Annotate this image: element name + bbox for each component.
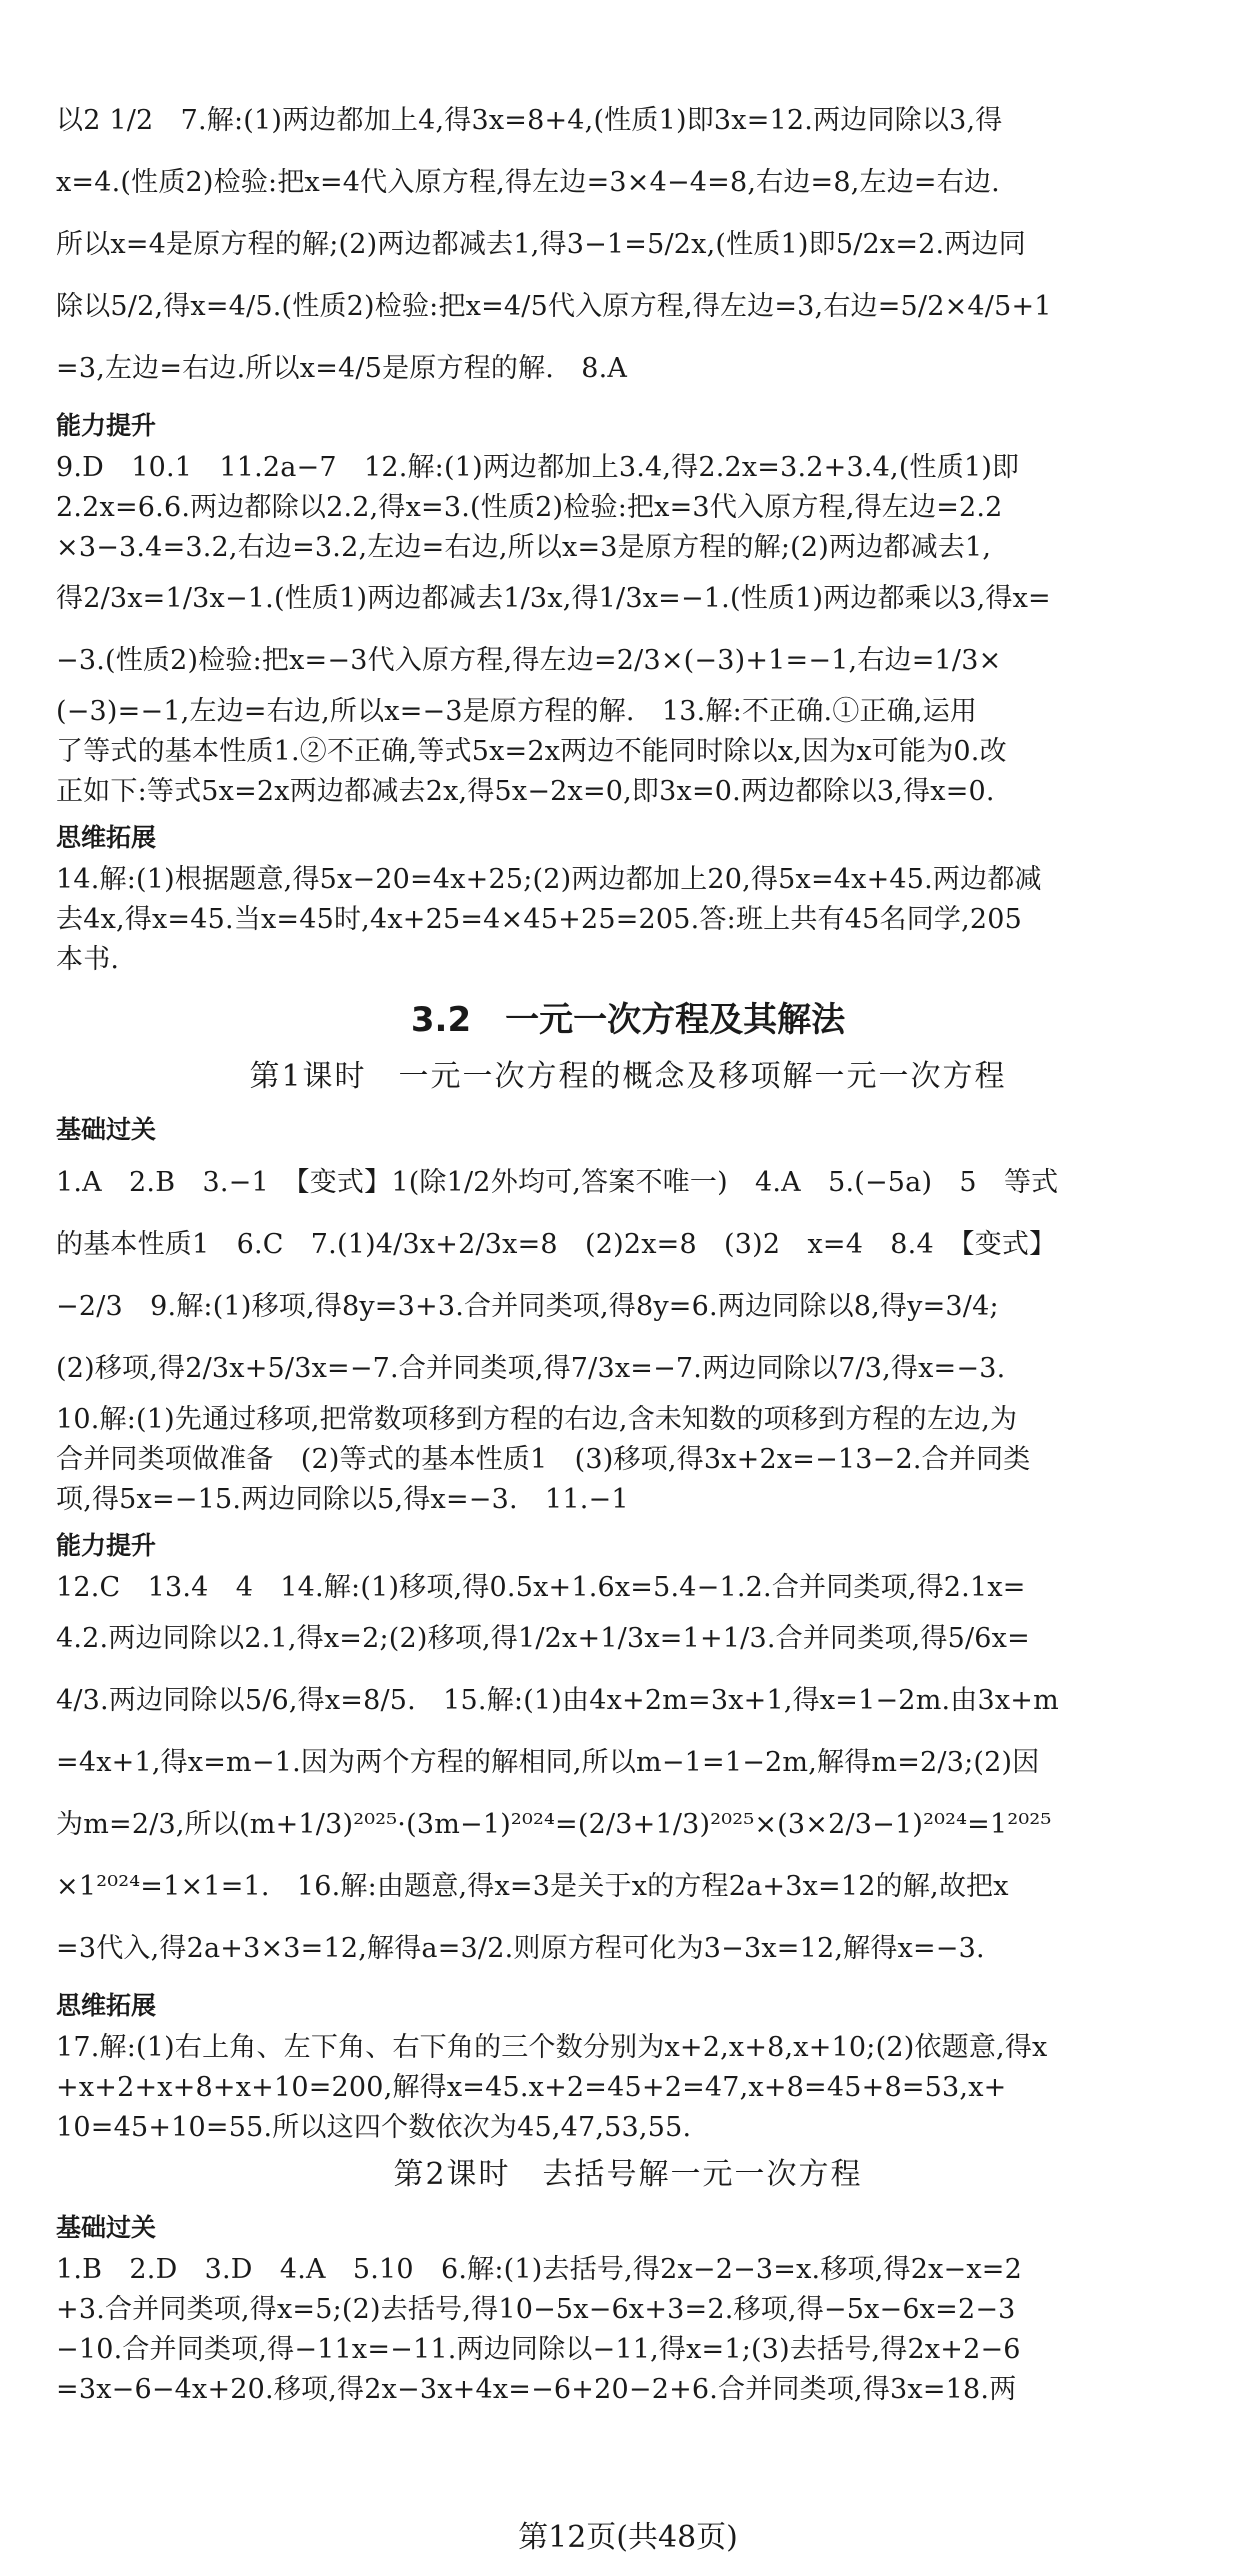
text-line: 9.D 10.1 11.2a−7 12.解:(1)两边都加上3.4,得2.2x=3.2+3.4,(性质1)即	[56, 452, 1020, 483]
text-line: 4/3.两边同除以5/6,得x=8/5. 15.解:(1)由4x+2m=3x+1,得x=1−2m.由3x+m	[56, 1685, 1059, 1716]
text-line: =4x+1,得x=m−1.因为两个方程的解相同,所以m−1=1−2m,解得m=2/3;(2)因	[56, 1747, 1040, 1778]
text-line: ×3−3.4=3.2,右边=3.2,左边=右边,所以x=3是原方程的解;(2)两边都减去1,	[56, 532, 992, 563]
text-line: 2.2x=6.6.两边都除以2.2,得x=3.(性质2)检验:把x=3代入原方程,得左边=2.2	[56, 492, 1003, 523]
text-line: 本书.	[56, 944, 120, 975]
text-line: =3代入,得2a+3×3=12,解得a=3/2.则原方程可化为3−3x=12,解得x=−3.	[56, 1933, 985, 1964]
section-label-jichu: 基础过关	[56, 2213, 157, 2242]
text-line: 得2/3x=1/3x−1.(性质1)两边都减去1/3x,得1/3x=−1.(性质1)两边都乘以3,得x=	[56, 583, 1051, 614]
text-line: 14.解:(1)根据题意,得5x−20=4x+25;(2)两边都加上20,得5x=4x+45.两边都减	[56, 864, 1042, 895]
block-d	[56, 1152, 1200, 1400]
block-a	[56, 90, 1200, 400]
block-c	[56, 860, 1200, 980]
text-line: −3.(性质2)检验:把x=−3代入原方程,得左边=2/3×(−3)+1=−1,右边=1/3×	[56, 645, 1002, 676]
text-line: −2/3 9.解:(1)移项,得8y=3+3.合并同类项,得8y=6.两边同除以8,得y=3/4;	[56, 1291, 999, 1322]
page-footer: 第12页(共48页)	[518, 2520, 738, 2555]
block-e	[56, 1400, 1200, 1520]
section-label-jichu: 基础过关	[56, 1115, 157, 1144]
text-line: 了等式的基本性质1.②不正确,等式5x=2x两边不能同时除以x,因为x可能为0.改	[56, 736, 1007, 767]
block-i	[56, 2250, 1200, 2410]
text-line: +x+2+x+8+x+10=200,解得x=45.x+2=45+2=47,x+8=45+8=53,x+	[56, 2072, 1007, 2103]
lesson-title: 第1课时 一元一次方程的概念及移项解一元一次方程	[249, 1059, 1007, 1094]
text-line: 10=45+10=55.所以这四个数依次为45,47,53,55.	[56, 2112, 692, 2143]
text-line: (2)移项,得2/3x+5/3x=−7.合并同类项,得7/3x=−7.两边同除以7/3,得x=−3.	[56, 1353, 1006, 1384]
section-label-nengli: 能力提升	[56, 1531, 157, 1560]
lesson-title: 第2课时 去括号解一元一次方程	[393, 2157, 863, 2192]
block-f	[56, 1568, 1200, 1670]
text-line: =3,左边=右边.所以x=4/5是原方程的解. 8.A	[56, 353, 628, 384]
text-line: +3.合并同类项,得x=5;(2)去括号,得10−5x−6x+3=2.移项,得−5x−6x=2−3	[56, 2294, 1016, 2325]
text-line: 为m=2/3,所以(m+1/3)²⁰²⁵·(3m−1)²⁰²⁴=(2/3+1/3)²⁰²⁵×(3×2/3−1)²⁰²⁴=1²⁰²⁵	[56, 1809, 1052, 1840]
text-line: 以2 1/2 7.解:(1)两边都加上4,得3x=8+4,(性质1)即3x=12.两边同除以3,得	[56, 105, 1003, 136]
text-line: 10.解:(1)先通过移项,把常数项移到方程的右边,含未知数的项移到方程的左边,为	[56, 1404, 1018, 1435]
text-line: 去4x,得x=45.当x=45时,4x+25=4×45+25=205.答:班上共有45名同学,205	[56, 904, 1023, 935]
text-line: 项,得5x=−15.两边同除以5,得x=−3. 11.−1	[56, 1484, 629, 1515]
section-heading: 3.2 一元一次方程及其解法	[410, 1000, 846, 1040]
block-b	[56, 448, 1200, 812]
text-line: −10.合并同类项,得−11x=−11.两边同除以−11,得x=1;(3)去括号,得2x+2−6	[56, 2334, 1021, 2365]
text-line: 的基本性质1 6.C 7.(1)4/3x+2/3x=8 (2)2x=8 (3)2 x=4 8.4 【变式】	[56, 1229, 1057, 1260]
text-line: 17.解:(1)右上角、左下角、右下角的三个数分别为x+2,x+8,x+10;(2)依题意,得x	[56, 2032, 1048, 2063]
block-h	[56, 2028, 1200, 2148]
text-line: 除以5/2,得x=4/5.(性质2)检验:把x=4/5代入原方程,得左边=3,右边=5/2×4/5+1	[56, 291, 1052, 322]
text-line: 1.B 2.D 3.D 4.A 5.10 6.解:(1)去括号,得2x−2−3=x.移项,得2x−x=2	[56, 2254, 1022, 2285]
text-line: 合并同类项做准备 (2)等式的基本性质1 (3)移项,得3x+2x=−13−2.合并同类	[56, 1444, 1031, 1475]
section-label-nengli: 能力提升	[56, 411, 157, 440]
text-line: ×1²⁰²⁴=1×1=1. 16.解:由题意,得x=3是关于x的方程2a+3x=12的解,故把x	[56, 1871, 1009, 1902]
text-line: 12.C 13.4 4 14.解:(1)移项,得0.5x+1.6x=5.4−1.2.合并同类项,得2.1x=	[56, 1572, 1026, 1603]
text-line: (−3)=−1,左边=右边,所以x=−3是原方程的解. 13.解:不正确.①正确,运用	[56, 696, 978, 727]
text-line: 正如下:等式5x=2x两边都减去2x,得5x−2x=0,即3x=0.两边都除以3,得x=0.	[56, 776, 995, 807]
text-line: x=4.(性质2)检验:把x=4代入原方程,得左边=3×4−4=8,右边=8,左边=右边.	[56, 167, 1000, 198]
text-line: 所以x=4是原方程的解;(2)两边都减去1,得3−1=5/2x,(性质1)即5/2x=2.两边同	[56, 229, 1026, 260]
text-line: 1.A 2.B 3.−1 【变式】1(除1/2外均可,答案不唯一) 4.A 5.(−5a) 5 等式	[56, 1167, 1059, 1198]
block-g	[56, 1670, 1200, 1980]
section-label-siwei: 思维拓展	[56, 1991, 157, 2020]
text-line: 4.2.两边同除以2.1,得x=2;(2)移项,得1/2x+1/3x=1+1/3.合并同类项,得5/6x=	[56, 1623, 1030, 1654]
text-line: =3x−6−4x+20.移项,得2x−3x+4x=−6+20−2+6.合并同类项,得3x=18.两	[56, 2374, 1017, 2405]
section-label-siwei: 思维拓展	[56, 823, 157, 852]
